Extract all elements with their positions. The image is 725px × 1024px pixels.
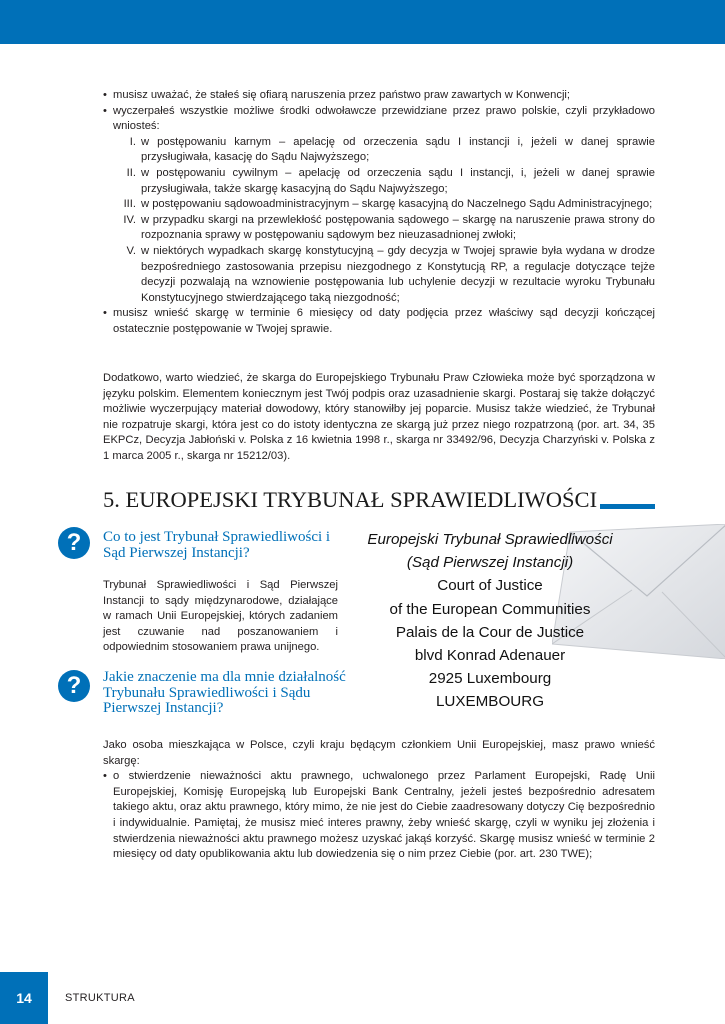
additional-info-paragraph: Dodatkowo, warto wiedzieć, że skarga do Europejskiego Trybunału Praw Człowieka może być sporządzona w języku polskim. Elementem koniecznym jest Twój podpis oraz uzasadnienie skargi. Postaraj się także dołączyć możliwie wyczerpujący materiał dowodowy, który stanowiłby jej poparcie. Musisz także wiedzieć, że Trybunał nie rozpatruje skargi, która jest co do istoty identyczna ze skargą już przez niego rozpatrzoną (por. art. 34, 35 EKPCz, Decyzja Jabłoński v. Polska z 16 kwietnia 1998 r., skarga nr 33492/96, Decyzja Charzyński v. Polska z 1 marca 2005 r., skarga nr 15212/03). [103, 372, 655, 462]
roman-text: w niektórych wypadkach skargę konstytucyjną – gdy decyzja w Twojej sprawie była wydana w drodze bezpośredniego zastosowania przepisu niezgodnego z Konstytucją RP, a regulacje dotyczące tejże decyzji pozwalają na wznowienie postępowania lub uchylenie decyzji w rezultacie wyroku Trybunału Konstytucyjnego stwierdzającego taką niezgodność; [141, 244, 655, 304]
address-line: of the European Communities [389, 600, 591, 618]
roman-item [103, 166, 655, 197]
question-title: Jakie znaczenie ma dla mnie działalność Trybunału Sprawiedliwości i Sądu Pierwszej Instancji? [103, 669, 346, 716]
address-line: Europejski Trybunał Sprawiedliwości [367, 531, 613, 548]
question-title: Co to jest Trybunał Sprawiedliwości i Sąd Pierwszej Instancji? [103, 529, 331, 561]
roman-text: w postępowaniu sądowoadministracyjnym – skargę kasacyjną do Naczelnego Sądu Administracyjnego; [141, 198, 653, 211]
address-line: LUXEMBOURG [435, 693, 545, 711]
question-mark-icon: ? [58, 670, 90, 702]
roman-item [103, 197, 655, 213]
roman-number: V. [126, 244, 136, 257]
roman-number: II. [126, 166, 136, 179]
roman-item [103, 213, 655, 244]
title-underline [600, 504, 655, 509]
roman-text: w postępowaniu cywilnym – apelację od orzeczenia sądu I instancji, i, jeżeli w danej sprawie przysługiwała, także skargę kasacyjną do Sądu Najwyższego; [141, 166, 655, 195]
roman-item [103, 135, 655, 166]
question-mark-icon: ? [58, 527, 90, 559]
court-address [340, 528, 640, 714]
address-line: Court of Justice [437, 577, 543, 595]
address-line: Palais de la Cour de Justice [395, 623, 585, 641]
roman-item [103, 244, 655, 306]
list-item: • wyczerpałeś wszystkie możliwe środki odwoławcze przewidziane przez prawo polskie, czyli przykładowo wniosteś: [103, 104, 655, 135]
list-item: • musisz wnieść skargę w terminie 6 miesięcy od daty podjęcia przez właściwy sąd decyzji kończącej ostatecznie postępowanie w Twojej sprawie. [103, 306, 655, 337]
roman-text: w przypadku skargi na przewlekłość postępowania sądowego – skargę na naruszenie prawa strony do rozpoznania sprawy w postępowaniu sądowym bez nieuzasadnionej zwłoki; [141, 213, 655, 242]
top-color-bar [0, 0, 725, 44]
roman-text: w postępowaniu karnym – apelację od orzeczenia sądu I instancji i, jeżeli w danej sprawie przysługiwała, kasację do Sądu Najwyższego; [141, 135, 655, 164]
address-line: blvd Konrad Adenauer [414, 647, 566, 665]
section-title: 5. EUROPEJSKI TRYBUNAŁ SPRAWIEDLIWOŚCI [103, 487, 598, 512]
conditions-list [103, 88, 655, 338]
list-item: • musisz uważać, że stałeś się ofiarą naruszenia przez państwo praw zawartych w Konwencji; [103, 88, 655, 104]
address-line: 2925 Luxembourg [428, 670, 552, 688]
answer-text: Trybunał Sprawiedliwości i Sąd Pierwszej Instancji to sądy międzynarodowe, działające w ramach Unii Europejskiej, których zadaniem jest czuwanie nad poszanowaniem i odpowiednim stosowaniem prawa unijnego. [103, 579, 338, 654]
roman-number: I. [129, 135, 136, 148]
address-line: (Sąd Pierwszej Instancji) [406, 554, 574, 572]
page-number: 14 [0, 972, 48, 1024]
list-item: • o stwierdzenie nieważności aktu prawnego, uchwalonego przez Parlament Europejski, Radę Unii Europejskiej, Komisję Europejską lub Europejski Bank Centralny, jeżeli jesteś bezpośrednio adresatem takiego aktu, oraz aktu prawnego, który mimo, że nie jest do Ciebie zaadresowany dotyczy Cię bezpośrednio i indywidualnie. Pamiętaj, że musisz mieć interes prawny, żeby wnieść skargę, czyli w wyniku jej złożenia i stwierdzenia nieważności aktu prawnego możesz uzyskać jakąś korzyść. Skargę musisz wnieść w terminie 2 miesięcy od daty opublikowania aktu lub dowiedzenia się o nim przez Ciebie (por. art. 230 TWE); [103, 769, 655, 863]
footer-section-label: STRUKTURA [65, 992, 135, 1004]
rights-section [103, 738, 655, 863]
rights-intro: Jako osoba mieszkająca w Polsce, czyli kraju będącym członkiem Unii Europejskiej, masz prawo wnieść skargę: [103, 739, 655, 767]
roman-number: IV. [123, 213, 136, 226]
roman-number: III. [123, 198, 136, 211]
